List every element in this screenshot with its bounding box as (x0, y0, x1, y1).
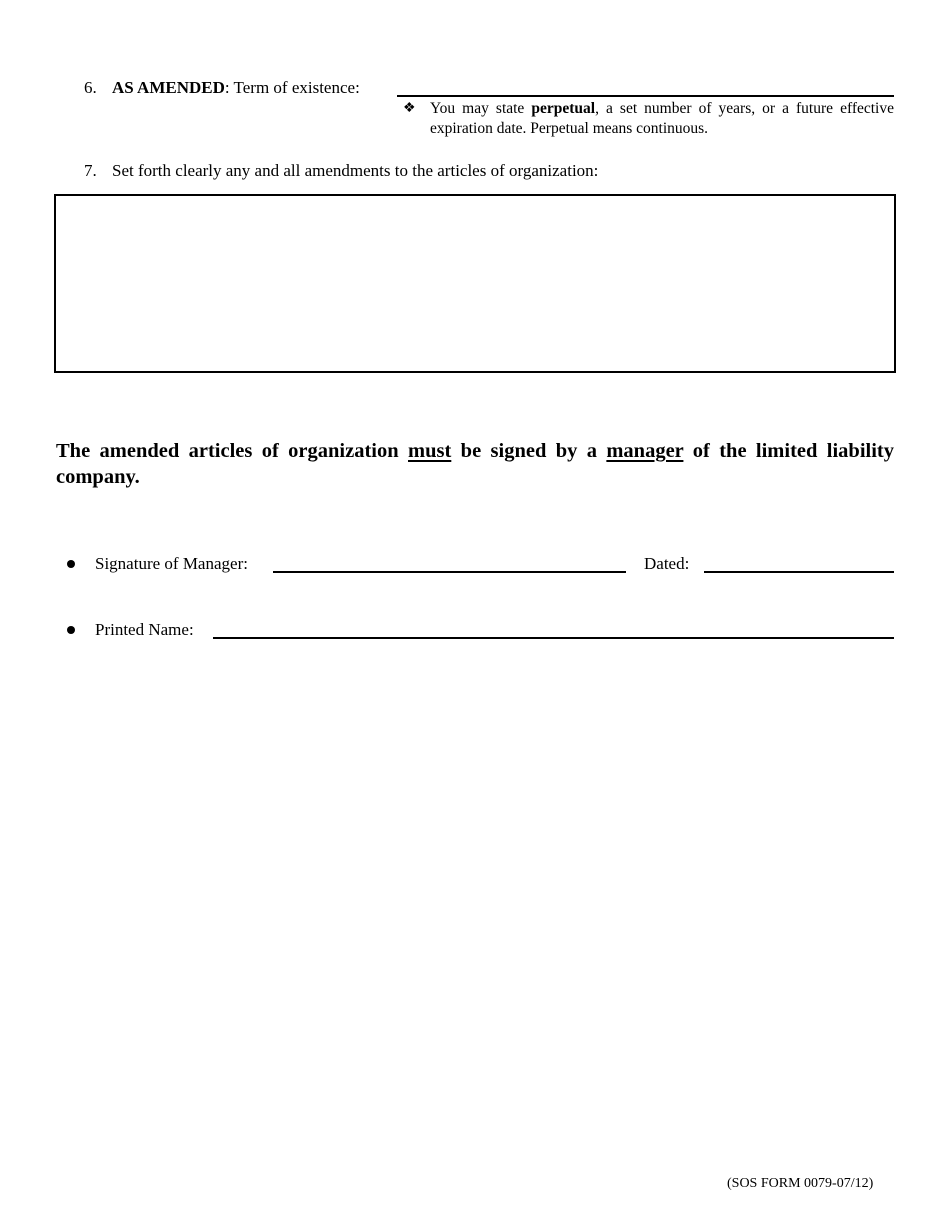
signing-notice-manager: manager (606, 440, 684, 462)
item-7-label: Set forth clearly any and all amendments to the articles of organization: (112, 161, 599, 180)
item-6-label-bold: AS AMENDED (112, 78, 225, 97)
printed-name-field[interactable] (213, 618, 894, 638)
amendments-textbox[interactable] (54, 194, 896, 373)
signing-notice-part2: be signed by a (451, 440, 607, 462)
term-note (430, 99, 894, 139)
printed-name-underline (213, 637, 894, 639)
signing-notice (56, 438, 894, 490)
signing-notice-part3: of the limited liability company. (56, 440, 894, 488)
bullet-icon (67, 626, 75, 634)
signature-underline (273, 571, 626, 573)
term-of-existence-underline (397, 95, 894, 97)
signature-label: Signature of Manager: (95, 554, 248, 573)
item-6-label-rest: : Term of existence: (224, 78, 360, 97)
signing-notice-must: must (408, 440, 452, 462)
signature-field[interactable] (273, 552, 626, 572)
item-6-number: 6. (84, 78, 97, 97)
note-diamond-icon: ❖ (403, 101, 416, 116)
dated-field[interactable] (704, 552, 894, 572)
item-7-number: 7. (84, 161, 97, 180)
signing-notice-part1: The amended articles of organization (56, 440, 409, 462)
term-note-bold: perpetual (531, 100, 596, 117)
term-of-existence-field[interactable] (397, 76, 894, 96)
item-6-label (112, 78, 360, 98)
term-note-part2: , a set number of years, or a future effective expiration date. Perpetual means continuous. (430, 100, 894, 137)
printed-name-label: Printed Name: (95, 620, 194, 639)
dated-label: Dated: (644, 554, 690, 573)
dated-underline (704, 571, 894, 573)
term-note-part1: You may state (430, 100, 532, 117)
form-id: (SOS FORM 0079-07/12) (727, 1176, 874, 1191)
bullet-icon (67, 560, 75, 568)
